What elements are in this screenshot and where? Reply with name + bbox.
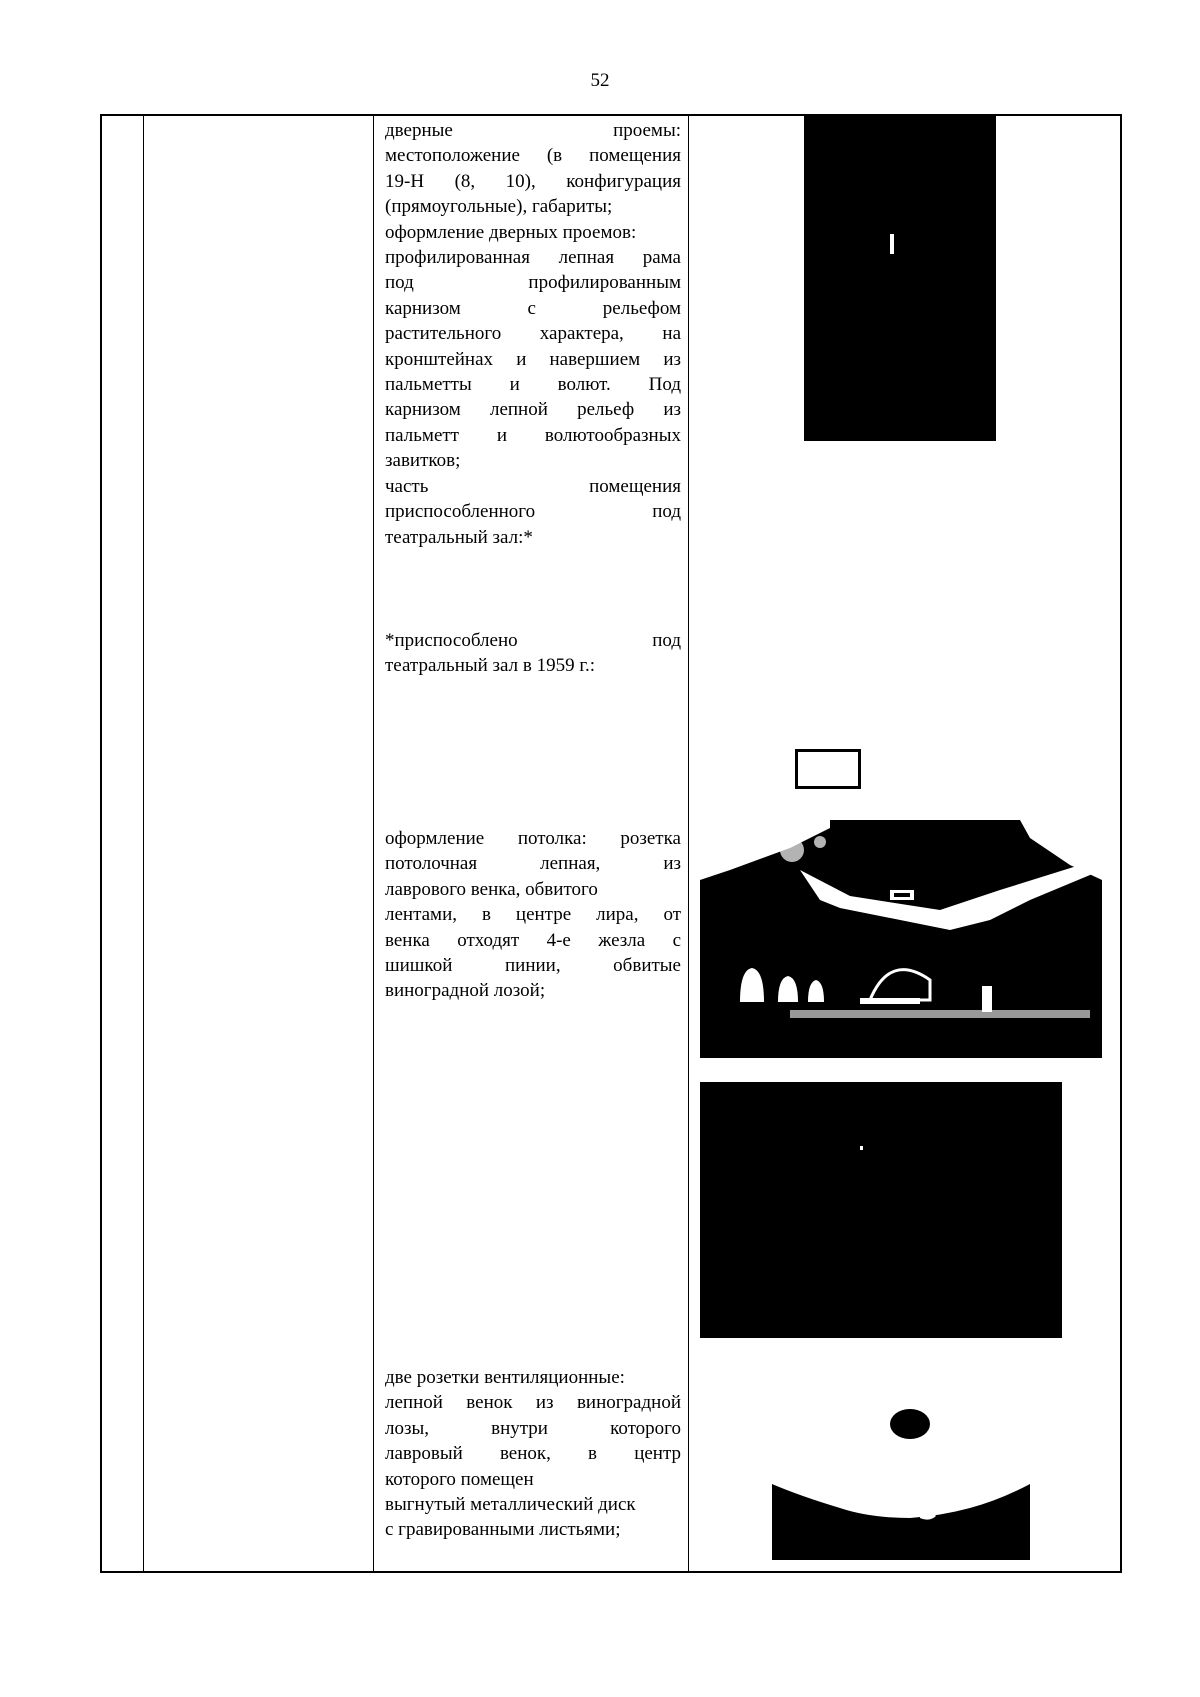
text-line: (прямоугольные), габариты; — [385, 196, 613, 218]
text-line: две розетки вентиляционные: — [385, 1367, 625, 1388]
ventilation-rosette-photo — [770, 1404, 1030, 1560]
text-line: часть помещения — [385, 475, 681, 497]
text-line: растительного характера, на — [385, 323, 681, 345]
text-line: лозы, внутри которого — [385, 1417, 681, 1439]
text-line: оформление потолка: розетка — [385, 828, 681, 849]
small-frame-photo — [795, 749, 861, 789]
theater-hall-photo — [700, 820, 1102, 1058]
text-line: лаврового венка, обвитого — [385, 878, 598, 900]
text-line: лентами, в центре лира, от — [385, 904, 681, 926]
text-line: карнизом с рельефом — [385, 297, 681, 319]
text-line: шишкой пинии, обвитые — [385, 955, 681, 977]
text-line: карнизом лепной рельеф из — [385, 399, 681, 421]
text-line: под профилированным — [385, 272, 681, 294]
text-line: местоположение (в помещения — [385, 145, 681, 167]
text-line: потолочная лепная, из — [385, 853, 681, 875]
text-line: приспособленного под — [385, 501, 681, 523]
text-line: оформление дверных проемов: — [385, 221, 637, 243]
text-line: *приспособлено под — [385, 630, 681, 651]
column-divider-2 — [373, 114, 374, 1573]
text-line: венка отходят 4-е жезла с — [385, 929, 681, 951]
footnote-text — [385, 628, 681, 679]
text-line: пальметты и волют. Под — [385, 374, 681, 396]
column-divider-3 — [688, 114, 689, 1573]
text-line: профилированная лепная рама — [385, 247, 681, 269]
text-line: лавровый венок, в центр — [385, 1443, 681, 1465]
text-line: виноградной лозой; — [385, 980, 546, 1002]
text-line: дверные проемы: — [385, 120, 681, 141]
door-photo — [804, 116, 996, 441]
text-line: завитков; — [385, 450, 461, 472]
page-number: 52 — [590, 70, 610, 91]
text-line: пальметт и волютообразных — [385, 424, 681, 446]
ceiling-rosette-photo — [700, 1082, 1062, 1338]
text-line: выгнутый металлический диск — [385, 1494, 636, 1516]
text-line: театральный зал в 1959 г.: — [385, 655, 596, 677]
vents-description — [385, 1365, 681, 1543]
text-line: театральный зал:* — [385, 526, 533, 548]
text-line: лепной венок из виноградной — [385, 1392, 681, 1414]
doors-description — [385, 118, 681, 550]
text-line: кронштейнах и навершием из — [385, 348, 681, 370]
ceiling-description — [385, 826, 681, 1004]
column-divider-1 — [143, 114, 144, 1573]
text-line: которого помещен — [385, 1468, 534, 1490]
text-line: с гравированными листьями; — [385, 1519, 621, 1541]
text-line: 19-Н (8, 10), конфигурация — [385, 170, 681, 192]
